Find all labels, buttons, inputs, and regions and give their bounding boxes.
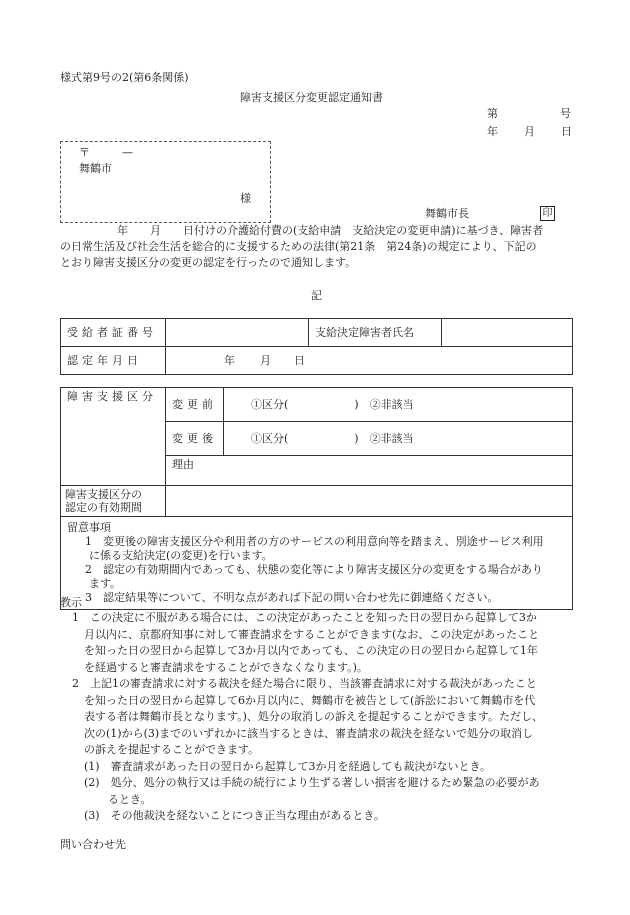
note-2-line-2: ます。 (89, 577, 122, 590)
postal-dash: — (122, 146, 133, 159)
after-option-not-applicable: ②非該当 (369, 432, 414, 445)
ki-heading: 記 (311, 289, 322, 302)
instruction-sub-2-line-1: (2) 処分、処分の執行又は手続の続行により生ずる著しい損害を避けるため緊急の必要があ (84, 776, 540, 789)
document-title: 障害支援区分変更認定通知書 (240, 91, 383, 104)
instruction-item-2 (60, 676, 543, 825)
before-label: 変更前 (166, 388, 224, 422)
instruction-2-line-3: 表する者は舞鶴市長となります。)、処分の取消しの訴えを提起することができます。ただし、 (84, 710, 544, 723)
notes-heading: 留意事項 (67, 521, 111, 534)
address-box (60, 141, 271, 223)
instruction-2-line-4: 次の(1)から(3)までのいずれかに該当するときは、審査請求の裁決を経ないで処分の取消し (84, 726, 534, 740)
issuer-name: 舞鶴市長 (425, 207, 469, 220)
note-2-number: 2 (85, 563, 92, 576)
reason-label: 理由 (172, 458, 194, 471)
instruction-1-line-2: 月以内に、京都府知事に対して審査請求をすることができます(なお、この決定があったこと (84, 627, 540, 641)
validity-label-line-1: 障害支援区分の (65, 488, 142, 501)
body-line-3: とおり障害支援区分の変更の認定を行ったので通知します。 (60, 256, 357, 269)
doc-number-suffix: 号 (560, 107, 571, 120)
validity-label-line-2: 認定の有効期間 (65, 501, 142, 514)
note-1-line-1: 変更後の障害支援区分や利用者の方のサービスの利用意向等を踏まえ、別途サービス利用 (103, 535, 544, 548)
date-year: 年 (487, 125, 498, 138)
recipient-name-label: 支給決定障害者氏名 (309, 319, 442, 347)
notes-cell (61, 517, 573, 610)
date-month: 月 (524, 125, 535, 138)
addressee-honorific: 様 (240, 192, 251, 205)
instruction-2-line-2: を知った日の翌日から起算して6か月以内に、舞鶴市を被告として(訴訟において舞鶴市を代 (84, 693, 536, 707)
note-2-line-1: 認定の有効期間内であっても、状態の変化等により障害支援区分の変更をする場合があり (103, 563, 543, 576)
note-1-line-2: に係る支給決定(の変更)を行います。 (89, 549, 273, 562)
body-line-2: の日常生活及び社会生活を総合的に支援するための法律(第21条 第24条)の規定により、下記の (60, 240, 537, 253)
body-line-1: 年 月 日付けの介護給付費の(支給申請 支給決定の変更申請)に基づき、障害者 (117, 224, 544, 237)
contact-heading: 問い合わせ先 (60, 838, 126, 851)
recipient-number-value (166, 319, 309, 347)
approval-date-month: 月 (260, 354, 271, 367)
instruction-sub-2-line-2: るとき。 (108, 792, 152, 806)
note-1 (67, 535, 566, 563)
note-3-line-1: 認定結果等について、不明な点があれば下記の問い合わせ先に御連絡ください。 (103, 591, 499, 604)
support-category-table (60, 387, 573, 610)
address-city: 舞鶴市 (79, 162, 112, 175)
instruction-2-line-1: 2 上記1の審査請求に対する裁決を経た場合に限り、当該審査請求に対する裁決があったこと (72, 677, 537, 690)
before-option-not-applicable: ②非該当 (369, 398, 414, 411)
doc-number-prefix: 第 (487, 107, 498, 120)
approval-date-year: 年 (224, 354, 235, 367)
seal-mark: 印 (540, 206, 555, 221)
before-option-category: ①区分( ) (250, 398, 359, 411)
validity-label (61, 486, 166, 517)
instruction-1-line-3: を知った日の翌日から起算して3か月以内であっても、この決定の日の翌日から起算して1年 (84, 644, 538, 657)
after-option-category: ①区分( ) (250, 432, 359, 445)
instruction-1-line-1: 1 この決定に不服がある場合には、この決定があったことを知った日の翌日から起算して3か (72, 611, 537, 624)
instruction-item-1 (60, 610, 539, 676)
approval-date-day: 日 (294, 354, 305, 367)
before-options (224, 388, 573, 422)
note-1-number: 1 (85, 535, 92, 548)
category-label: 障害支援区分 (61, 388, 166, 486)
postal-mark: 〒 (79, 146, 90, 159)
note-2 (67, 563, 566, 591)
instruction-heading: 教示 (60, 596, 82, 609)
validity-value (166, 486, 573, 517)
approval-date-label: 認定年月日 (61, 347, 166, 375)
instruction-2-line-5: の訴えを提起することができます。 (84, 743, 260, 756)
form-number: 様式第9号の2(第6条関係) (60, 71, 189, 84)
note-3 (67, 591, 566, 605)
reason-cell (166, 456, 573, 486)
date-day: 日 (561, 125, 572, 138)
note-3-number: 3 (85, 591, 92, 604)
instruction-sub-3: (3) その他裁決を経ないことにつき正当な理由があるとき。 (84, 809, 385, 822)
instruction-1-line-4: を経過すると審査請求をすることができなくなります。)。 (84, 660, 368, 674)
recipient-name-value (442, 319, 573, 347)
after-options (224, 422, 573, 456)
after-label: 変更後 (166, 422, 224, 456)
instruction-sub-1: (1) 審査請求があった日の翌日から起算して3か月を経過しても裁決がないとき。 (84, 759, 492, 773)
approval-date-value (166, 347, 573, 375)
recipient-number-label: 受給者証番号 (61, 319, 166, 347)
info-table (60, 318, 573, 375)
